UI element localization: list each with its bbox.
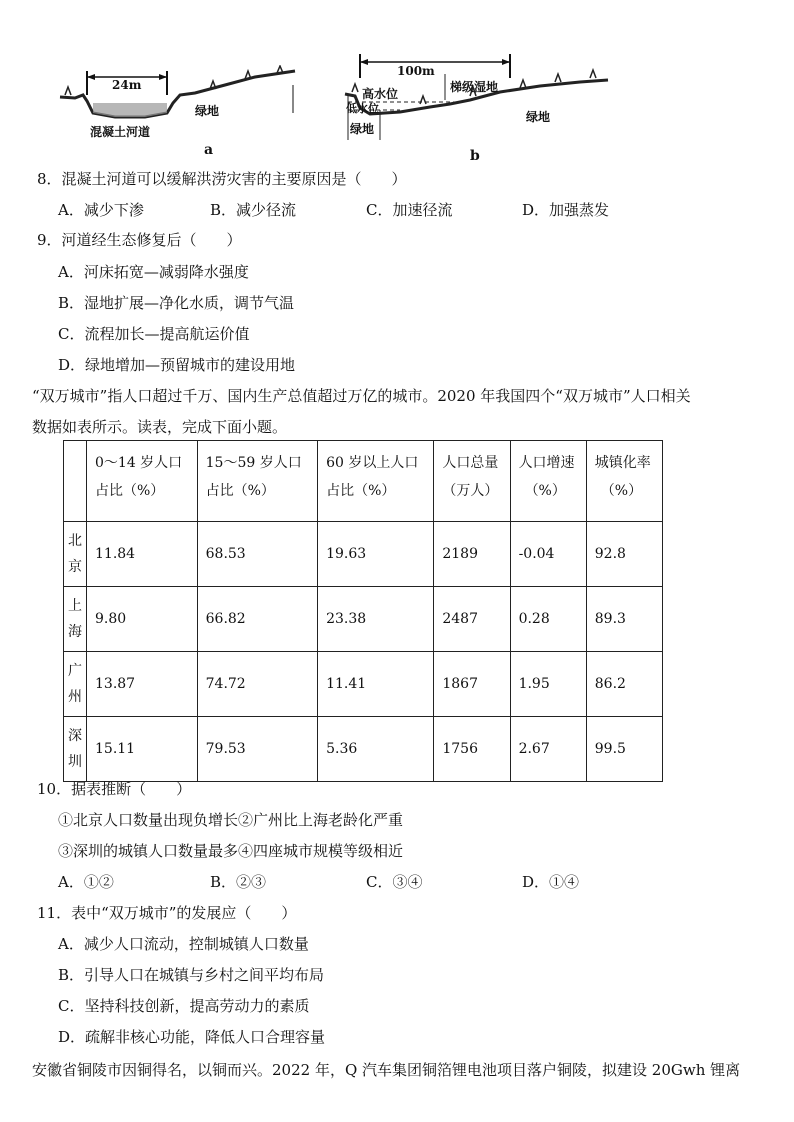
table-cell: 66.82 bbox=[197, 587, 317, 652]
figure-a-diagram bbox=[55, 65, 310, 160]
table-cell: 11.41 bbox=[318, 652, 434, 717]
question-11-option-a[interactable]: A．减少人口流动，控制城镇人口数量 bbox=[58, 935, 309, 953]
question-10-option-a[interactable]: A．①② bbox=[58, 873, 114, 891]
question-11-option-c[interactable]: C．坚持科技创新，提高劳动力的素质 bbox=[58, 997, 310, 1015]
table-cell: 1867 bbox=[434, 652, 510, 717]
question-8-option-d[interactable]: D．加强蒸发 bbox=[522, 201, 610, 219]
city-cell: 上 海 bbox=[64, 587, 87, 652]
table-cell: 92.8 bbox=[586, 522, 662, 587]
table-cell: 2487 bbox=[434, 587, 510, 652]
city-cell: 北 京 bbox=[64, 522, 87, 587]
table-cell: 1.95 bbox=[510, 652, 586, 717]
question-8-option-c[interactable]: C．加速径流 bbox=[366, 201, 453, 219]
figure-b-low-water-label: 低水位 bbox=[346, 102, 379, 115]
question-10-option-d[interactable]: D．①④ bbox=[522, 873, 580, 891]
table-cell: 19.63 bbox=[318, 522, 434, 587]
figure-b-green-left-label: 绿地 bbox=[350, 122, 375, 136]
table-header-cell: 0～14 岁人口 占比（%） bbox=[87, 441, 198, 522]
question-10-option-b[interactable]: B．②③ bbox=[210, 873, 267, 891]
question-8-option-a[interactable]: A．减少下渗 bbox=[58, 201, 144, 219]
figure-a-label: a bbox=[204, 142, 214, 158]
question-8-option-b[interactable]: B．减少径流 bbox=[210, 201, 297, 219]
table-cell: 79.53 bbox=[197, 717, 317, 782]
figure-b-width-label: 100m bbox=[397, 64, 435, 78]
table-cell: -0.04 bbox=[510, 522, 586, 587]
table-header-cell: 15～59 岁人口 占比（%） bbox=[197, 441, 317, 522]
table-cell: 0.28 bbox=[510, 587, 586, 652]
question-9-option-c[interactable]: C．流程加长—提高航运价值 bbox=[58, 325, 250, 343]
table-cell: 74.72 bbox=[197, 652, 317, 717]
table-header-cell: 人口总量 （万人） bbox=[434, 441, 510, 522]
table-cell: 15.11 bbox=[87, 717, 198, 782]
question-11-option-d[interactable]: D．疏解非核心功能，降低人口合理容量 bbox=[58, 1028, 326, 1046]
table-cell: 89.3 bbox=[586, 587, 662, 652]
figure-a bbox=[55, 65, 310, 160]
passage-line: 安徽省铜陵市因铜得名，以铜而兴。2022 年，Q 汽车集团铜箔锂电池项目落户铜陵，拟建设 20Gwh 锂离 bbox=[32, 1061, 741, 1079]
intro-line-1: “双万城市”指人口超过千万、国内生产总值超过万亿的城市。2020 年我国四个“双万城市”人口相关 bbox=[32, 387, 691, 405]
city-cell: 深 圳 bbox=[64, 717, 87, 782]
population-table bbox=[63, 440, 663, 782]
question-9-option-b[interactable]: B．湿地扩展—净化水质，调节气温 bbox=[58, 294, 295, 312]
table-row bbox=[64, 587, 663, 652]
figure-b-wetland-label: 梯级湿地 bbox=[450, 80, 499, 94]
table-cell: 11.84 bbox=[87, 522, 198, 587]
table-header-cell: 60 岁以上人口 占比（%） bbox=[318, 441, 434, 522]
figure-a-river-label: 混凝土河道 bbox=[90, 125, 151, 139]
table-cell: 5.36 bbox=[318, 717, 434, 782]
question-10-statement-1: ①北京人口数量出现负增长②广州比上海老龄化严重 bbox=[58, 811, 404, 829]
question-10-stem: 10．据表推断（ ） bbox=[37, 780, 192, 798]
figure-b-high-water-label: 高水位 bbox=[362, 87, 399, 101]
figure-a-green-label: 绿地 bbox=[195, 104, 220, 118]
table-cell: 99.5 bbox=[586, 717, 662, 782]
table-cell: 2.67 bbox=[510, 717, 586, 782]
table-cell: 86.2 bbox=[586, 652, 662, 717]
table-row bbox=[64, 717, 663, 782]
table-header-cell: 城镇化率 （%） bbox=[586, 441, 662, 522]
table-cell: 13.87 bbox=[87, 652, 198, 717]
question-11-stem: 11．表中“双万城市”的发展应（ ） bbox=[37, 904, 297, 922]
question-8-stem: 8．混凝土河道可以缓解洪涝灾害的主要原因是（ ） bbox=[37, 170, 407, 188]
question-9-stem: 9．河道经生态修复后（ ） bbox=[37, 231, 242, 249]
table-cell: 1756 bbox=[434, 717, 510, 782]
table-row bbox=[64, 522, 663, 587]
city-cell: 广 州 bbox=[64, 652, 87, 717]
question-9-option-d[interactable]: D．绿地增加—预留城市的建设用地 bbox=[58, 356, 296, 374]
figure-b-green-right-label: 绿地 bbox=[526, 110, 551, 124]
table-row bbox=[64, 652, 663, 717]
table-cell: 9.80 bbox=[87, 587, 198, 652]
question-11-option-b[interactable]: B．引导人口在城镇与乡村之间平均布局 bbox=[58, 966, 325, 984]
question-9-option-a[interactable]: A．河床拓宽—减弱降水强度 bbox=[58, 263, 249, 281]
figure-b-label: b bbox=[470, 148, 480, 164]
table-header-cell: 人口增速 （%） bbox=[510, 441, 586, 522]
table-header-row bbox=[64, 441, 663, 522]
table-cell: 68.53 bbox=[197, 522, 317, 587]
table-header-cell bbox=[64, 441, 87, 522]
question-10-statement-2: ③深圳的城镇人口数量最多④四座城市规模等级相近 bbox=[58, 842, 404, 860]
figure-b bbox=[340, 52, 615, 144]
question-10-option-c[interactable]: C．③④ bbox=[366, 873, 423, 891]
table-cell: 23.38 bbox=[318, 587, 434, 652]
intro-line-2: 数据如表所示。读表，完成下面小题。 bbox=[32, 418, 288, 436]
table-cell: 2189 bbox=[434, 522, 510, 587]
figure-a-width-label: 24m bbox=[112, 78, 142, 92]
